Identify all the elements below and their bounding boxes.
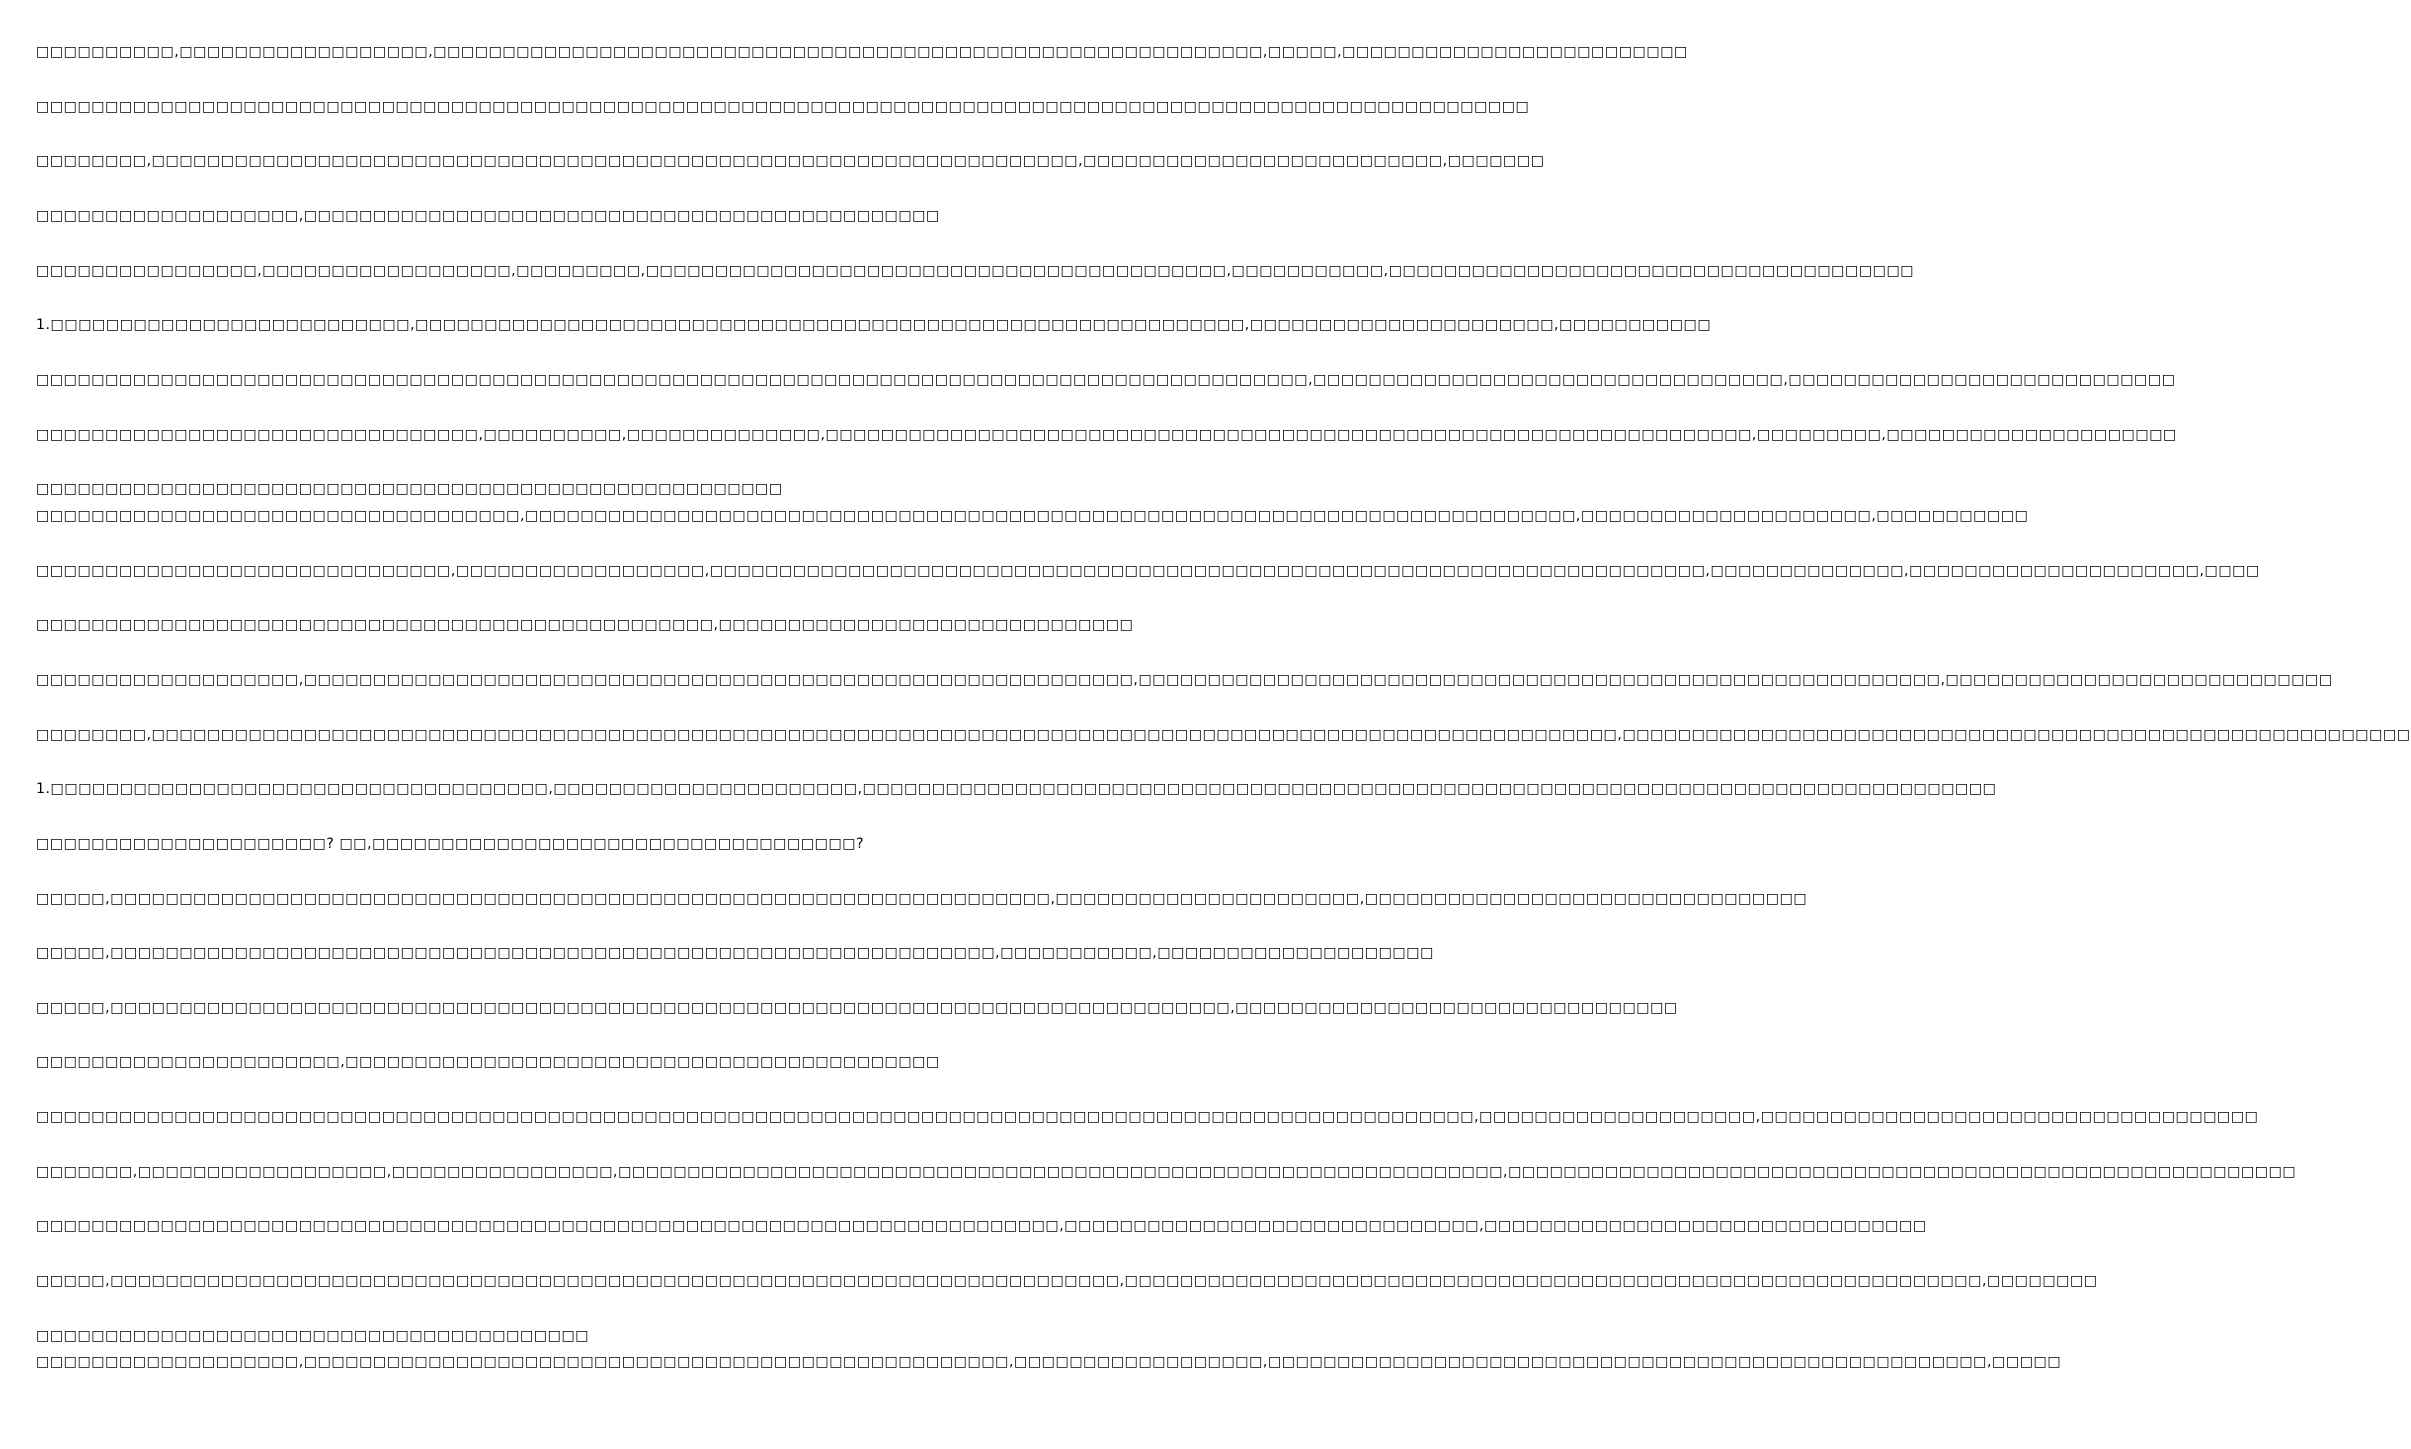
text-line-1: □□□□□□□□□□,□□□□□□□□□□□□□□□□□□,□□□□□□□□□□□□□□□□□□□□□□□□□□□□□□□□□□□□□□□□□□□□□□□□□□□□□□□□□□□□,□□□□□,□□□□□□□□□□□□□□□□□□□□□□□□□	[36, 44, 1688, 60]
text-line-14: □□□□□□□□,□□□□□□□□□□□□□□□□□□□□□□□□□□□□□□□□□□□□□□□□□□□□□□□□□□□□□□□□□□□□□□□□□□□□□□□□□□□□□□□□□□□□□□□□□□□□□□□□□□□□□□□□□□,□□□□□□□□□□□□□□□□□□□□□□□□□□□□□□□□□□□□□□□□□□□□□□□□□□□□□□□□□	[36, 727, 2411, 743]
text-line-2: □□□□□□□□□□□□□□□□□□□□□□□□□□□□□□□□□□□□□□□□□□□□□□□□□□□□□□□□□□□□□□□□□□□□□□□□□□□□□□□□□□□□□□□□□□□□□□□□□□□□□□□□□□□□	[36, 99, 1530, 115]
text-line-23: □□□□□□□□□□□□□□□□□□□□□□□□□□□□□□□□□□□□□□□□□□□□□□□□□□□□□□□□□□□□□□□□□□□□□□□□□□,□□□□□□□□□□□□□□□□□□□□□□□□□□□□□□,□□□□□□□□□□□□□□□□□□□□□□□□□□□□□□□□	[36, 1218, 1927, 1234]
text-line-10: □□□□□□□□□□□□□□□□□□□□□□□□□□□□□□□□□□□,□□□□□□□□□□□□□□□□□□□□□□□□□□□□□□□□□□□□□□□□□□□□□□□□□□□□□□□□□□□□□□□□□□□□□□□□□□□□,□□□□□□□□□□□□□□□□□□□□□,□□□□□□□□□□□	[36, 508, 2029, 524]
text-line-21: □□□□□□□□□□□□□□□□□□□□□□□□□□□□□□□□□□□□□□□□□□□□□□□□□□□□□□□□□□□□□□□□□□□□□□□□□□□□□□□□□□□□□□□□□□□□□□□□□□□□□□□□,□□□□□□□□□□□□□□□□□□□□,□□□□□□□□□□□□□□□□□□□□□□□□□□□□□□□□□□□□	[36, 1109, 2259, 1125]
text-line-25: □□□□□□□□□□□□□□□□□□□□□□□□□□□□□□□□□□□□□□□□	[36, 1328, 590, 1344]
text-line-3: □□□□□□□□,□□□□□□□□□□□□□□□□□□□□□□□□□□□□□□□□□□□□□□□□□□□□□□□□□□□□□□□□□□□□□□□□□□□,□□□□□□□□□□□□□□□□□□□□□□□□□□,□□□□□□□	[36, 153, 1545, 169]
text-line-16: □□□□□□□□□□□□□□□□□□□□□? □□,□□□□□□□□□□□□□□□□□□□□□□□□□□□□□□□□□□□?	[36, 836, 865, 852]
text-line-11: □□□□□□□□□□□□□□□□□□□□□□□□□□□□□□,□□□□□□□□□□□□□□□□□□,□□□□□□□□□□□□□□□□□□□□□□□□□□□□□□□□□□□□□□□□□□□□□□□□□□□□□□□□□□□□□□□□□□□□□□□□,□□□□□□□□□□□□□□,□□□□□□□□□□□□□□□□□□□□□,□□□□	[36, 563, 2260, 579]
text-line-4: □□□□□□□□□□□□□□□□□□□,□□□□□□□□□□□□□□□□□□□□□□□□□□□□□□□□□□□□□□□□□□□□□□	[36, 208, 940, 224]
text-line-20: □□□□□□□□□□□□□□□□□□□□□□,□□□□□□□□□□□□□□□□□□□□□□□□□□□□□□□□□□□□□□□□□□□	[36, 1054, 940, 1070]
text-line-7: □□□□□□□□□□□□□□□□□□□□□□□□□□□□□□□□□□□□□□□□□□□□□□□□□□□□□□□□□□□□□□□□□□□□□□□□□□□□□□□□□□□□□□□□□□□□,□□□□□□□□□□□□□□□□□□□□□□□□□□□□□□□□□□,□□□□□□□□□□□□□□□□□□□□□□□□□□□□	[36, 372, 2176, 388]
text-line-17: □□□□□,□□□□□□□□□□□□□□□□□□□□□□□□□□□□□□□□□□□□□□□□□□□□□□□□□□□□□□□□□□□□□□□□□□□□,□□□□□□□□□□□□□□□□□□□□□□,□□□□□□□□□□□□□□□□□□□□□□□□□□□□□□□□	[36, 891, 1808, 907]
text-line-26: □□□□□□□□□□□□□□□□□□□,□□□□□□□□□□□□□□□□□□□□□□□□□□□□□□□□□□□□□□□□□□□□□□□□□□□,□□□□□□□□□□□□□□□□□□,□□□□□□□□□□□□□□□□□□□□□□□□□□□□□□□□□□□□□□□□□□□□□□□□□□□□,□□□□□	[36, 1354, 2062, 1370]
text-line-12: □□□□□□□□□□□□□□□□□□□□□□□□□□□□□□□□□□□□□□□□□□□□□□□□□,□□□□□□□□□□□□□□□□□□□□□□□□□□□□□□	[36, 617, 1134, 633]
text-line-6: 1.□□□□□□□□□□□□□□□□□□□□□□□□□□,□□□□□□□□□□□□□□□□□□□□□□□□□□□□□□□□□□□□□□□□□□□□□□□□□□□□□□□□□□□□,□□□□□□□□□□□□□□□□□□□□□□,□□□□□□□□□□□	[36, 317, 1712, 333]
text-line-19: □□□□□,□□□□□□□□□□□□□□□□□□□□□□□□□□□□□□□□□□□□□□□□□□□□□□□□□□□□□□□□□□□□□□□□□□□□□□□□□□□□□□□□□,□□□□□□□□□□□□□□□□□□□□□□□□□□□□□□□□	[36, 1000, 1678, 1016]
text-line-18: □□□□□,□□□□□□□□□□□□□□□□□□□□□□□□□□□□□□□□□□□□□□□□□□□□□□□□□□□□□□□□□□□□□□□□,□□□□□□□□□□□,□□□□□□□□□□□□□□□□□□□□	[36, 945, 1434, 961]
text-line-13: □□□□□□□□□□□□□□□□□□□,□□□□□□□□□□□□□□□□□□□□□□□□□□□□□□□□□□□□□□□□□□□□□□□□□□□□□□□□□□□□,□□□□□□□□□□□□□□□□□□□□□□□□□□□□□□□□□□□□□□□□□□□□□□□□□□□□□□□□□□,□□□□□□□□□□□□□□□□□□□□□□□□□□□□	[36, 672, 2333, 688]
text-line-15: 1.□□□□□□□□□□□□□□□□□□□□□□□□□□□□□□□□□□□□,□□□□□□□□□□□□□□□□□□□□□□,□□□□□□□□□□□□□□□□□□□□□□□□□□□□□□□□□□□□□□□□□□□□□□□□□□□□□□□□□□□□□□□□□□□□□□□□□□□□□□□□□□	[36, 781, 1997, 797]
text-line-9: □□□□□□□□□□□□□□□□□□□□□□□□□□□□□□□□□□□□□□□□□□□□□□□□□□□□□□	[36, 481, 783, 497]
text-line-24: □□□□□,□□□□□□□□□□□□□□□□□□□□□□□□□□□□□□□□□□□□□□□□□□□□□□□□□□□□□□□□□□□□□□□□□□□□□□□□□,□□□□□□□□□□□□□□□□□□□□□□□□□□□□□□□□□□□□□□□□□□□□□□□□□□□□□□□□□□□□□□,□□□□□□□□	[36, 1273, 2098, 1289]
text-line-5: □□□□□□□□□□□□□□□□,□□□□□□□□□□□□□□□□□□,□□□□□□□□□,□□□□□□□□□□□□□□□□□□□□□□□□□□□□□□□□□□□□□□□□□□,□□□□□□□□□□□,□□□□□□□□□□□□□□□□□□□□□□□□□□□□□□□□□□□□□□	[36, 263, 1915, 279]
text-line-8: □□□□□□□□□□□□□□□□□□□□□□□□□□□□□□□□,□□□□□□□□□□,□□□□□□□□□□□□□□,□□□□□□□□□□□□□□□□□□□□□□□□□□□□□□□□□□□□□□□□□□□□□□□□□□□□□□□□□□□□□□□□□□□,□□□□□□□□□,□□□□□□□□□□□□□□□□□□□□□	[36, 427, 2177, 443]
document-page	[36, 0, 2411, 1449]
text-line-22: □□□□□□□,□□□□□□□□□□□□□□□□□□,□□□□□□□□□□□□□□□□,□□□□□□□□□□□□□□□□□□□□□□□□□□□□□□□□□□□□□□□□□□□□□□□□□□□□□□□□□□□□□□□□,□□□□□□□□□□□□□□□□□□□□□□□□□□□□□□□□□□□□□□□□□□□□□□□□□□□□□□□□□	[36, 1164, 2297, 1180]
